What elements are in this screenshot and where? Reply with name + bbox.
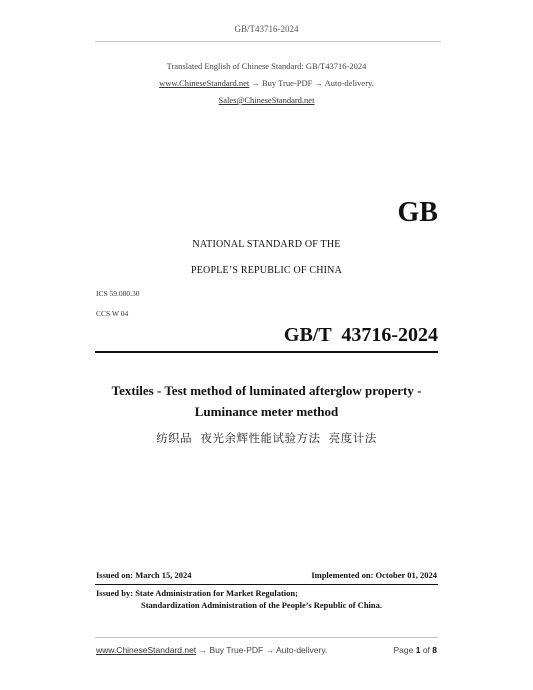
footer-divider [95, 637, 438, 638]
title-line-1: Textiles - Test method of luminated afterglow property - [111, 383, 422, 398]
footer-site-link[interactable]: www.ChineseStandard.net [96, 645, 197, 655]
issuer-line-1: Issued by: State Administration for Market Regulation; [96, 588, 298, 598]
chinese-title: 纺织品 夜光余辉性能试验方法 亮度计法 [156, 431, 377, 445]
page-indicator [394, 645, 438, 655]
title-divider [95, 351, 438, 353]
national-standard-line-1: NATIONAL STANDARD OF THE [192, 239, 341, 250]
translation-notice: Translated English of Chinese Standard: GB/T43716-2024 [166, 61, 367, 71]
purchase-line [0, 78, 533, 88]
header-divider [95, 41, 441, 42]
issuer-line-2: Standardization Administration of the People’s Republic of China. [141, 600, 383, 610]
issued-date: Issued on: March 15, 2024 [96, 570, 192, 580]
page-label: Page [393, 645, 416, 655]
email-link[interactable]: Sales@ChineseStandard.net [218, 95, 315, 105]
title-line-2: Luminance meter method [194, 404, 339, 419]
national-standard-line-2: PEOPLE’S REPUBLIC OF CHINA [190, 265, 343, 276]
footer-purchase-line [96, 645, 327, 655]
implemented-date: Implemented on: October 01, 2024 [311, 570, 437, 580]
page-current: 1 [415, 645, 421, 655]
dates-divider [95, 584, 438, 585]
ccs-code: CCS W 04 [96, 309, 129, 318]
footer-purchase-text: → Buy True-PDF → Auto-delivery. [196, 645, 328, 655]
page-of: of [420, 645, 433, 655]
gb-mark: GB [397, 197, 438, 228]
ics-code: ICS 59.080.30 [96, 289, 140, 298]
standard-number: GB/T 43716-2024 [283, 324, 438, 346]
site-link[interactable]: www.ChineseStandard.net [159, 78, 250, 88]
email-line [0, 95, 533, 105]
running-header-code: GB/T43716-2024 [234, 24, 299, 34]
page-total: 8 [432, 645, 437, 655]
purchase-text: → Buy True-PDF → Auto-delivery. [249, 78, 374, 88]
